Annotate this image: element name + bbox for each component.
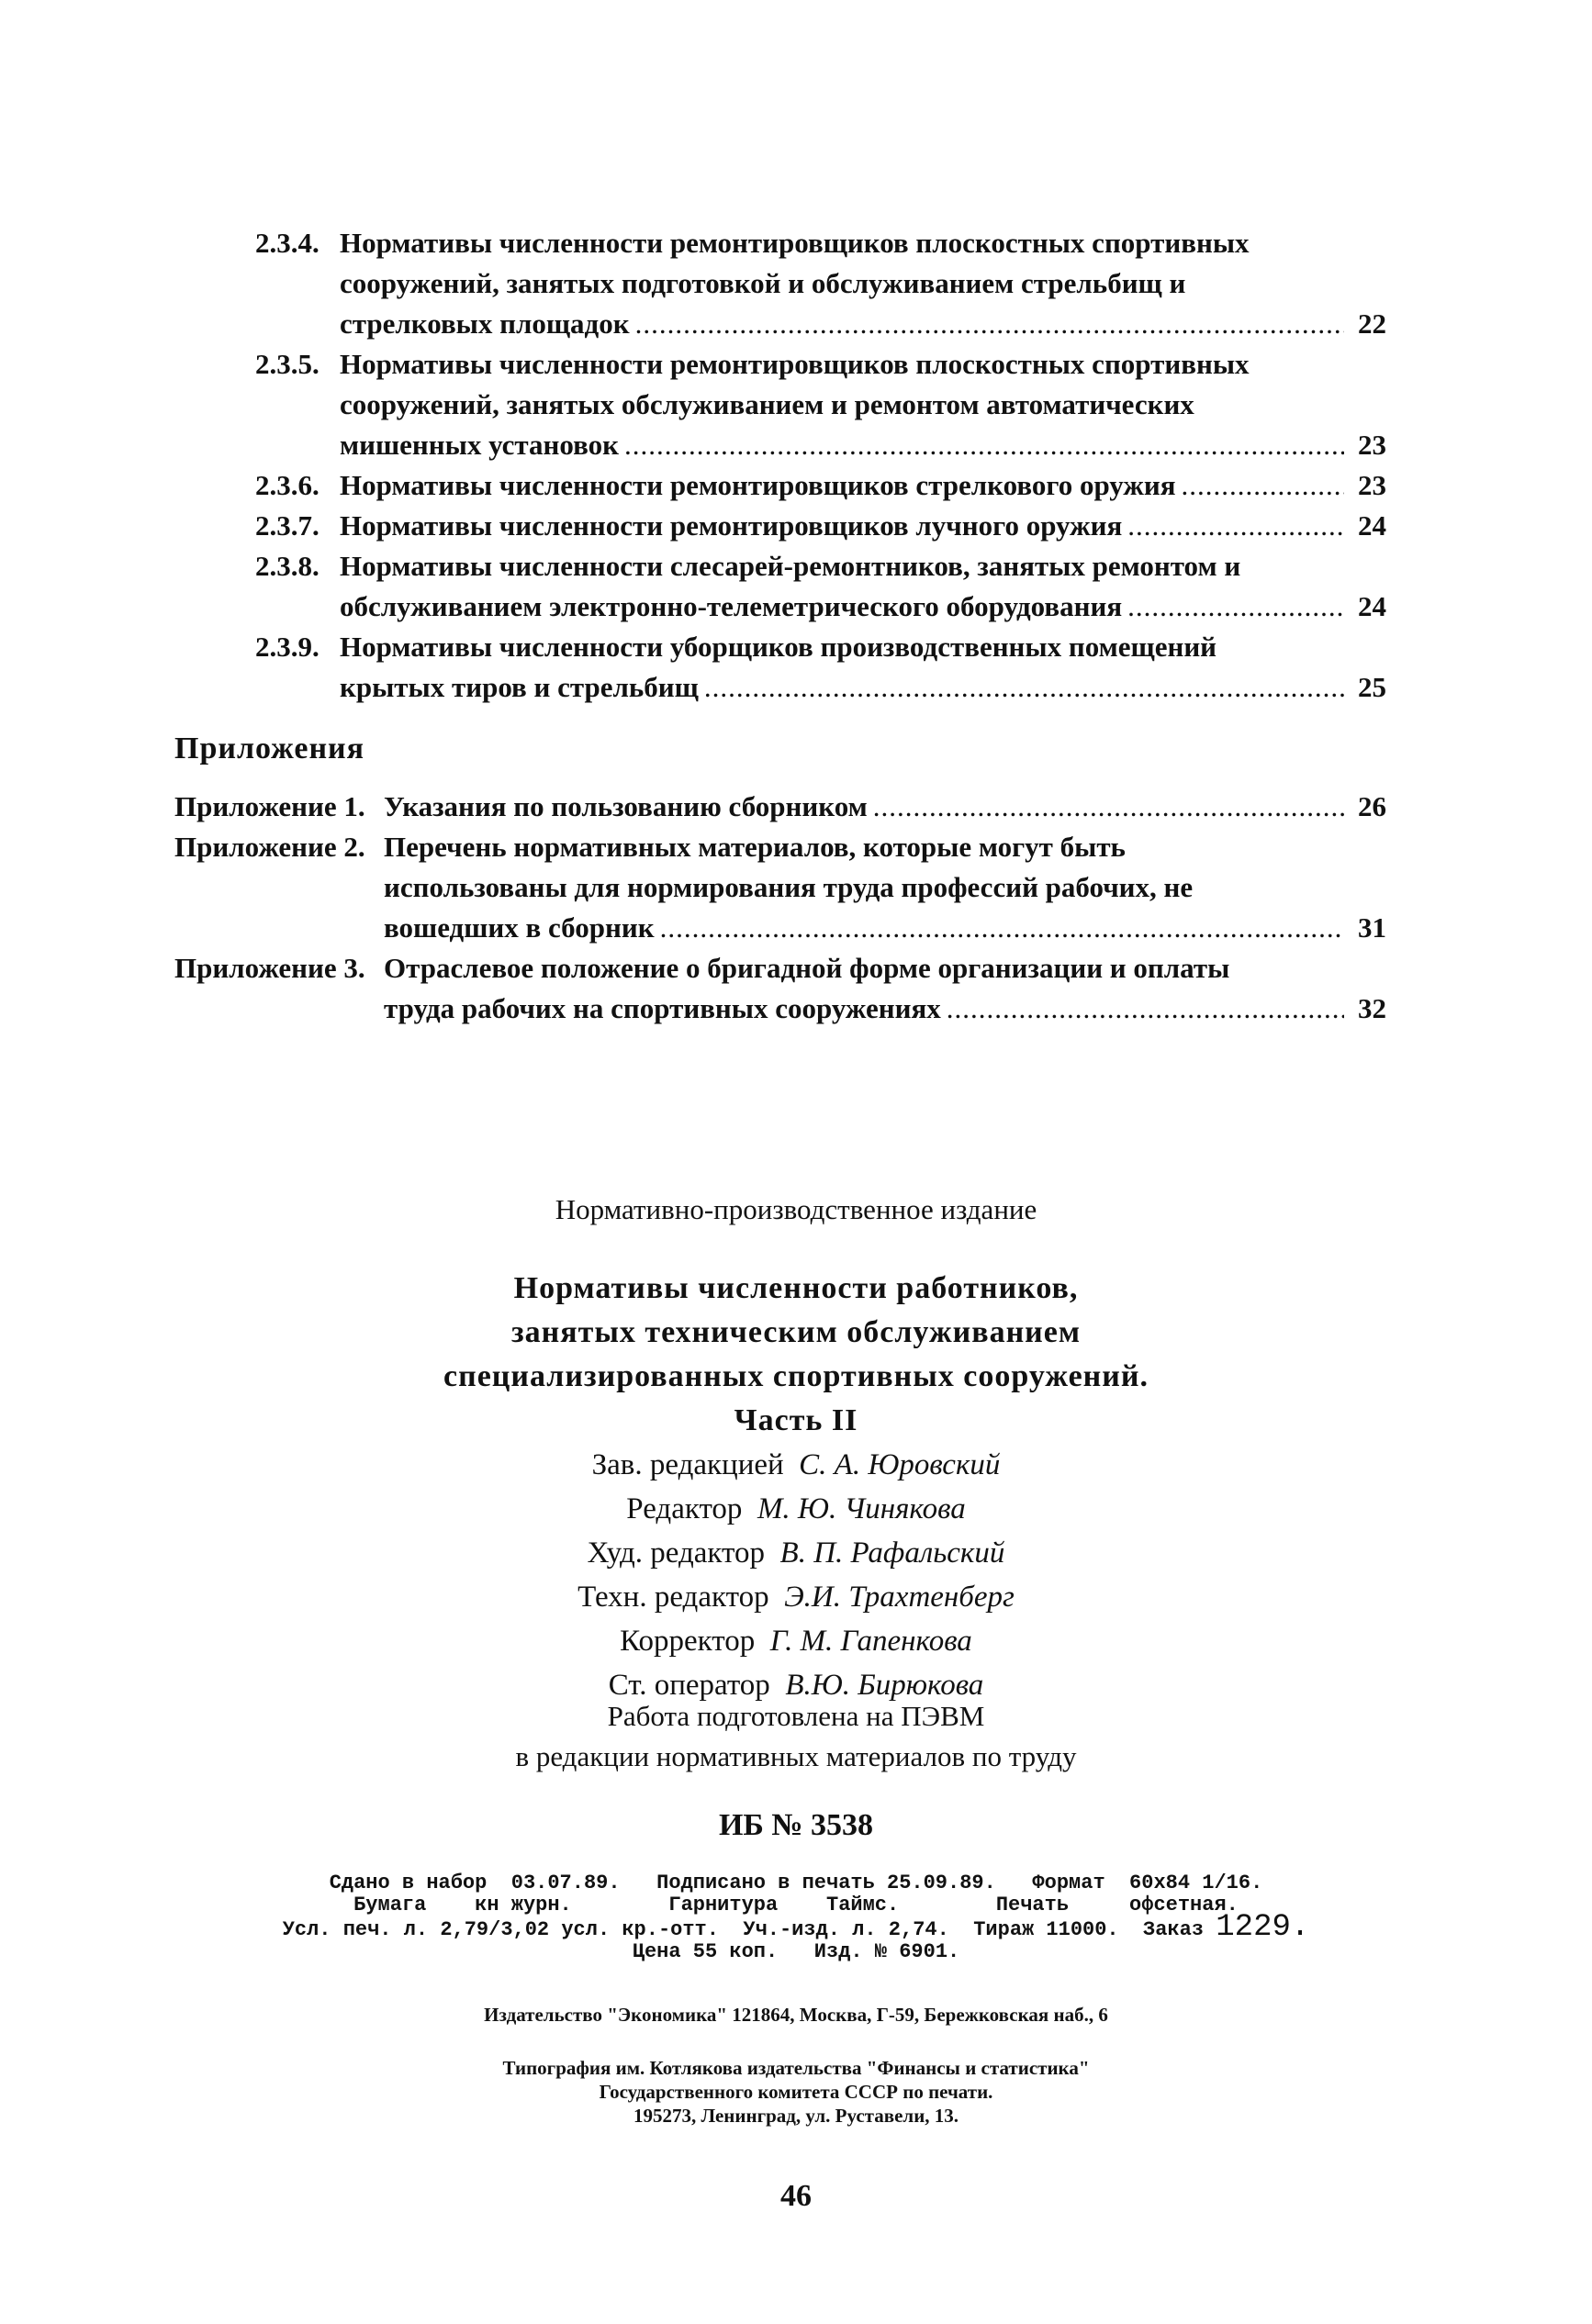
credits-list: [0, 1443, 1592, 1707]
toc-number: 2.3.9.: [255, 631, 320, 663]
toc-text: сооружений, занятых подготовкой и обслуживанием стрельбищ и: [340, 267, 1186, 299]
toc-page-number: 25: [1358, 671, 1386, 703]
order-number: 1229.: [1216, 1910, 1310, 1945]
credit-line: [0, 1531, 1592, 1575]
title-line: Часть II: [734, 1403, 858, 1437]
credit-role: Техн. редактор: [577, 1581, 769, 1614]
toc-number: 2.3.5.: [255, 348, 320, 380]
page-number: 46: [780, 2179, 812, 2213]
toc-page-number: 31: [1358, 911, 1386, 944]
toc-text: мишенных установок: [340, 429, 619, 461]
imprint-text: Усл. печ. л. 2,79/3,02 усл. кр.-отт. Уч.-изд. л. 2,74. Тираж 11000. Заказ: [282, 1918, 1205, 1941]
appendix-text: Указания по пользованию сборником: [384, 790, 868, 822]
credit-role: Корректор: [620, 1625, 756, 1658]
toc-leader: [873, 787, 1344, 827]
credit-role: Зав. редакцией: [591, 1448, 784, 1481]
appendix-text: вошедших в сборник: [384, 911, 655, 944]
toc-page-number: 24: [1358, 590, 1386, 622]
printer-line: 195273, Ленинград, ул. Руставели, 13.: [633, 2105, 959, 2127]
toc-entry-2-3-7: [255, 506, 1386, 546]
toc-text: Нормативы численности слесарей-ремонтников, занятых ремонтом и: [340, 550, 1241, 582]
credit-name: С. А. Юровский: [799, 1448, 1001, 1481]
toc-leader: [1181, 465, 1344, 506]
toc-number: 2.3.4.: [255, 227, 320, 259]
imprint-line: Бумага кн журн. Гарнитура Таймс. Печать офсетная.: [353, 1894, 1239, 1916]
appendix-text: использованы для нормирования труда профессий рабочих, не: [384, 871, 1194, 903]
prepared-line: в редакции нормативных материалов по труду: [515, 1740, 1077, 1772]
toc-text: крытых тиров и стрельбищ: [340, 671, 699, 703]
credit-role: Худ. редактор: [587, 1536, 766, 1570]
toc-text: Нормативы численности ремонтировщиков лучного оружия: [340, 509, 1123, 542]
toc-text: сооружений, занятых обслуживанием и ремонтом автоматических: [340, 388, 1194, 420]
appendix-text: Отраслевое положение о бригадной форме организации и оплаты: [384, 952, 1230, 984]
credit-line: [0, 1443, 1592, 1487]
toc-leader: [947, 989, 1344, 1029]
ib-number: ИБ № 3538: [718, 1808, 874, 1842]
appendix-label: Приложение 3.: [174, 952, 365, 984]
prepared-note: [0, 1696, 1592, 1777]
toc-text: Нормативы численности уборщиков производственных помещений: [340, 631, 1217, 663]
imprint-line: Цена 55 коп. Изд. № 6901.: [632, 1940, 960, 1963]
toc-page-number: 26: [1358, 790, 1386, 822]
publication-genre: Нормативно-производственное издание: [555, 1193, 1037, 1225]
title-line: Нормативы численности работников,: [513, 1271, 1079, 1305]
toc-page-number: 32: [1358, 992, 1386, 1024]
appendix-text: труда рабочих на спортивных сооружениях: [384, 992, 941, 1024]
appendix-text: Перечень нормативных материалов, которые могут быть: [384, 831, 1126, 863]
appendix-label: Приложение 1.: [174, 790, 365, 822]
printer-line: Государственного комитета СССР по печати.: [599, 2081, 993, 2103]
appendix-heading: Приложения: [174, 732, 365, 765]
toc-leader: [635, 304, 1344, 344]
appendix-label: Приложение 2.: [174, 831, 365, 863]
printer-line: Типография им. Котлякова издательства "Финансы и статистика": [502, 2057, 1090, 2079]
toc-text: стрелковых площадок: [340, 307, 630, 340]
printer-block: [0, 2056, 1592, 2128]
imprint-line: [0, 1910, 1592, 1945]
toc-number: 2.3.8.: [255, 550, 320, 582]
credit-role: Редактор: [626, 1492, 743, 1525]
toc-number: 2.3.6.: [255, 469, 320, 501]
toc-page-number: 24: [1358, 509, 1386, 542]
toc-text: обслуживанием электронно-телеметрического оборудования: [340, 590, 1123, 622]
credit-line: [0, 1487, 1592, 1531]
toc-number: 2.3.7.: [255, 509, 320, 542]
imprint-block: [0, 1872, 1592, 1963]
credit-line: [0, 1575, 1592, 1619]
credit-name: В.Ю. Бирюкова: [785, 1669, 984, 1702]
toc-text: Нормативы численности ремонтировщиков плоскостных спортивных: [340, 227, 1250, 259]
toc-leader: [704, 667, 1344, 708]
publication-title: [0, 1267, 1592, 1443]
credit-name: М. Ю. Чинякова: [757, 1492, 966, 1525]
toc-text: Нормативы численности ремонтировщиков стрелкового оружия: [340, 469, 1176, 501]
toc-leader: [1127, 587, 1344, 627]
toc-page-number: 23: [1358, 429, 1386, 461]
toc-leader: [660, 908, 1344, 948]
title-line: занятых техническим обслуживанием: [510, 1315, 1082, 1349]
credit-role: Ст. оператор: [608, 1669, 770, 1702]
prepared-line: Работа подготовлена на ПЭВМ: [607, 1700, 985, 1732]
toc-page-number: 23: [1358, 469, 1386, 501]
toc-leader: [1127, 506, 1344, 546]
credit-name: В. П. Рафальский: [779, 1536, 1005, 1570]
title-line: специализированных спортивных сооружений.: [443, 1359, 1149, 1393]
toc-page-number: 22: [1358, 307, 1386, 340]
publisher-line: Издательство "Экономика" 121864, Москва, Г-59, Бережковская наб., 6: [484, 2004, 1108, 2026]
toc-entry-2-3-6: [255, 465, 1386, 506]
imprint-line: Сдано в набор 03.07.89. Подписано в печать 25.09.89. Формат 60x84 1/16.: [329, 1871, 1263, 1894]
toc-text: Нормативы численности ремонтировщиков плоскостных спортивных: [340, 348, 1250, 380]
credit-name: Э.И. Трахтенберг: [784, 1581, 1015, 1614]
toc-leader: [624, 425, 1344, 465]
credit-line: [0, 1619, 1592, 1663]
credit-name: Г. М. Гапенкова: [769, 1625, 972, 1658]
appendix-1: [174, 787, 1386, 827]
